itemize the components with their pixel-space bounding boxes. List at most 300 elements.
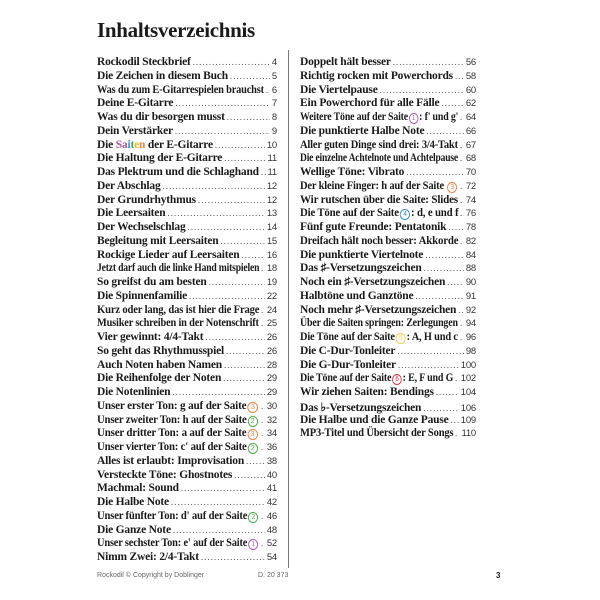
title-text: Das Plektrum und die Schlaghand [97, 166, 259, 178]
string-number-icon: 2 [248, 443, 258, 454]
toc-entry[interactable] [300, 70, 476, 84]
title-text: : f' und g' [419, 111, 459, 123]
toc-entry[interactable] [97, 441, 277, 455]
dot-leader [261, 538, 265, 548]
title-text: Das ♭-Versetzungszeichen [300, 401, 422, 414]
dot-leader [380, 85, 464, 95]
toc-entry[interactable] [300, 317, 476, 331]
title-text: e [134, 138, 139, 151]
dot-leader [189, 291, 265, 301]
dot-leader [426, 126, 463, 136]
title-text: Unser zweiter Ton: h auf der Saite [97, 413, 247, 426]
toc-entry-page: 26 [266, 345, 277, 357]
title-text: Wir rutschen über die Saite: Slides [300, 193, 458, 206]
dot-leader [261, 442, 265, 452]
toc-entry-title [300, 221, 446, 233]
title-text: Vier gewinnt: 4/4-Takt [97, 331, 204, 343]
toc-entry-page: 32 [266, 414, 277, 426]
toc-entry[interactable] [300, 97, 476, 111]
dot-leader [460, 318, 464, 328]
toc-entry-title [300, 56, 391, 68]
toc-entry-page: 64 [465, 112, 476, 123]
dot-leader [261, 415, 265, 425]
toc-entry-title [300, 166, 404, 178]
toc-entry[interactable] [97, 537, 277, 551]
toc-entry-page: 98 [465, 345, 476, 357]
dot-leader [398, 360, 459, 370]
string-number-icon: 5 [396, 333, 406, 344]
dot-leader [223, 373, 265, 383]
toc-entry[interactable] [97, 469, 277, 483]
toc-entry-page: 11 [267, 153, 277, 165]
toc-entry[interactable] [97, 414, 277, 428]
title-text: Das ♯-Versetzungszeichen [300, 262, 422, 275]
toc-entry[interactable] [300, 125, 476, 139]
toc-entry-page: 62 [465, 98, 476, 110]
toc-entry-page: 72 [465, 180, 476, 192]
title-text: Die Töne auf der Saite [300, 331, 395, 343]
dot-leader [171, 497, 265, 507]
toc-entry-title [300, 290, 413, 302]
title-text: Unser vierter Ton: c' auf der Saite [97, 441, 247, 453]
toc-entry[interactable] [300, 414, 476, 428]
toc-entry-title [300, 317, 458, 330]
toc-entry[interactable] [300, 290, 476, 304]
toc-entry[interactable] [300, 180, 476, 194]
toc-entry-page: 66 [465, 125, 476, 137]
title-text: Aller guten Dinge sind drei: 3/4-Takt [300, 138, 458, 151]
toc-entry[interactable] [300, 345, 476, 359]
title-text: t [130, 138, 135, 151]
string-number-icon: 1 [409, 113, 418, 124]
dot-leader [406, 167, 464, 177]
dot-leader [460, 112, 464, 122]
toc-entry-title [97, 524, 171, 536]
toc-entry-title [300, 70, 453, 82]
toc-entry-title [97, 97, 173, 109]
title-text: Rockige Lieder auf Leersaiten [97, 248, 240, 261]
dot-leader [460, 195, 464, 205]
toc-entry-title [300, 193, 458, 206]
toc-entry[interactable] [97, 84, 277, 98]
toc-entry-title [300, 249, 423, 261]
toc-entry-title [300, 304, 456, 316]
title-text: Die Haltung der E-Gitarre [97, 152, 223, 165]
toc-left-column [97, 56, 277, 565]
toc-entry[interactable] [97, 455, 277, 469]
toc-entry-title [97, 56, 191, 68]
dot-leader [224, 153, 265, 163]
dot-leader [436, 387, 459, 397]
toc-entry[interactable] [97, 221, 277, 235]
toc-entry-page: 106 [460, 402, 476, 414]
title-text: Dein Verstärker [97, 124, 173, 137]
title-text: Der Grundrhythmus [97, 193, 196, 206]
title-text: : d, e und f [411, 207, 459, 220]
toc-entry-title [97, 125, 173, 137]
toc-entry-page: 41 [266, 483, 277, 495]
dot-leader [234, 470, 265, 480]
title-text: Unser fünfter Ton: d' auf der Saite [97, 509, 248, 522]
toc-entry-page: 24 [266, 304, 277, 316]
toc-entry[interactable] [97, 235, 277, 249]
dot-leader [224, 360, 265, 370]
dot-leader [246, 456, 265, 466]
dot-leader [451, 415, 459, 425]
toc-entry[interactable] [97, 56, 277, 70]
title-text: Halbtöne und Ganztöne [300, 289, 414, 302]
dot-leader [188, 222, 265, 232]
dot-leader [198, 195, 265, 205]
toc-entry-title [300, 276, 445, 288]
toc-entry-page: 84 [465, 249, 476, 261]
toc-entry-title [300, 345, 395, 357]
title-text: Noch ein ♯-Versetzungszeichen [300, 276, 446, 288]
toc-entry-title [97, 551, 199, 563]
toc-entry-page: 46 [266, 510, 277, 522]
toc-entry[interactable] [97, 152, 277, 166]
toc-entry-title [97, 303, 260, 316]
toc-entry-page: 68 [465, 153, 476, 165]
toc-entry-page: 7 [271, 98, 277, 110]
toc-entry[interactable] [97, 70, 277, 84]
title-text: Kurz oder lang, das ist hier die Frage [97, 303, 260, 316]
toc-entry-title [300, 359, 396, 371]
title-text: Die Töne auf der Saite [300, 207, 399, 220]
title-text: a [121, 138, 128, 151]
toc-entry-title [97, 400, 255, 413]
toc-entry[interactable] [97, 317, 277, 331]
toc-entry[interactable] [300, 262, 476, 276]
title-text: Nimm Zwei: 2/4-Takt [97, 551, 199, 563]
toc-entry[interactable] [300, 152, 476, 166]
title-text: Fünf gute Freunde: Pentatonik [300, 221, 447, 233]
toc-entry-page: 90 [465, 277, 476, 288]
toc-entry[interactable] [300, 139, 476, 153]
dot-leader [460, 236, 464, 246]
toc-entry-page: 5 [271, 70, 277, 82]
dot-leader [460, 153, 464, 163]
toc-entry-page: 78 [465, 222, 476, 233]
title-text: : E, F und G [402, 372, 454, 385]
toc-entry-page: 60 [465, 84, 476, 96]
toc-entry-title [97, 469, 232, 481]
toc-entry-page: 92 [465, 304, 476, 316]
dot-leader [226, 346, 265, 356]
title-text: Was du zum E-Gitarrespielen brauchst [97, 83, 264, 96]
title-text: Dreifach hält noch besser: Akkorde [300, 234, 459, 247]
dot-leader [173, 525, 265, 535]
dot-leader [455, 71, 464, 81]
toc-entry-page: 12 [266, 194, 277, 206]
dot-leader [215, 140, 265, 150]
dot-leader [458, 305, 464, 315]
dot-leader [425, 250, 464, 260]
toc-entry-title [97, 180, 161, 192]
toc-entry[interactable] [300, 221, 476, 235]
toc-entry-page: 42 [266, 497, 277, 508]
dot-leader [261, 263, 265, 273]
toc-entry-title [300, 111, 459, 124]
toc-entry-page: 34 [266, 428, 277, 440]
toc-entry-title [97, 70, 228, 82]
toc-entry[interactable] [300, 235, 476, 249]
toc-entry-title [97, 111, 225, 123]
toc-entry-title [97, 139, 213, 151]
dot-leader [261, 305, 265, 315]
title-text: Die punktierte Halbe Note [300, 124, 425, 137]
toc-entry-page: 74 [465, 194, 476, 206]
toc-entry[interactable] [97, 97, 277, 111]
dot-leader [460, 181, 464, 191]
toc-entry[interactable] [97, 180, 277, 194]
toc-entry[interactable] [300, 400, 476, 414]
toc-entry[interactable] [300, 276, 476, 290]
toc-entry-title [300, 207, 459, 220]
toc-entry-title [300, 427, 454, 440]
dot-leader [423, 403, 458, 413]
toc-entry[interactable] [300, 386, 476, 400]
toc-entry[interactable] [300, 372, 476, 386]
toc-entry-page: 8 [271, 112, 277, 123]
toc-entry-page: 110 [461, 428, 476, 440]
dot-leader [201, 552, 265, 562]
toc-entry-title [97, 482, 179, 494]
title-text: Ein Powerchord für alle Fälle [300, 97, 440, 110]
toc-entry[interactable] [97, 304, 277, 318]
dot-leader [424, 263, 464, 273]
string-number-icon: 2 [248, 512, 258, 523]
toc-entry[interactable] [300, 194, 476, 208]
toc-entry[interactable] [300, 331, 476, 345]
toc-entry-page: 25 [266, 318, 277, 330]
toc-entry-page: 13 [266, 208, 277, 220]
toc-entry-title [300, 125, 424, 137]
toc-entry-page: 19 [266, 277, 277, 288]
toc-entry-title [97, 249, 240, 261]
dot-leader [266, 85, 270, 95]
title-text: Doppelt hält besser [300, 56, 391, 68]
dot-leader [175, 98, 270, 108]
toc-entry[interactable] [97, 400, 277, 414]
dot-leader [261, 318, 265, 328]
dot-leader [205, 332, 264, 342]
dot-leader [460, 208, 464, 218]
toc-entry-page: 52 [266, 538, 277, 550]
toc-entry[interactable] [300, 249, 476, 263]
title-text: Die [97, 138, 116, 151]
toc-entry[interactable] [300, 304, 476, 318]
toc-entry-page: 82 [465, 235, 476, 247]
title-text: Die Reihenfolge der Noten [97, 372, 222, 385]
toc-entry[interactable] [300, 427, 476, 441]
toc-entry-page: 11 [267, 167, 277, 178]
toc-entry-title [97, 441, 255, 454]
toc-entry[interactable] [97, 276, 277, 290]
toc-entry-page: 94 [465, 318, 476, 330]
toc-entry-page: 29 [266, 373, 277, 385]
toc-entry[interactable] [97, 427, 277, 441]
dot-leader [193, 57, 270, 67]
dot-leader [227, 112, 270, 122]
toc-entry-title [300, 372, 454, 385]
title-text: So geht das Rhythmusspiel [97, 344, 224, 357]
dot-leader [209, 277, 265, 287]
toc-entry[interactable] [97, 194, 277, 208]
title-text: Wir ziehen Saiten: Bendings [300, 386, 434, 398]
toc-entry-title [97, 455, 244, 467]
toc-entry[interactable] [97, 496, 277, 510]
title-text: Die punktierte Viertelnote [300, 248, 424, 261]
toc-entry[interactable] [97, 551, 277, 565]
title-text: Wellige Töne: Vibrato [300, 166, 405, 178]
toc-entry[interactable] [97, 345, 277, 359]
title-text: Die Zeichen in diesem Buch [97, 69, 228, 82]
dot-leader [172, 387, 264, 397]
toc-entry-title [97, 509, 255, 523]
title-text: i [127, 138, 131, 151]
title-text: Rockodil Steckbrief [97, 56, 191, 68]
dot-leader [455, 428, 459, 438]
toc-entry-page: 26 [266, 332, 277, 343]
toc-entry-page: 88 [465, 263, 476, 275]
toc-entry[interactable] [97, 359, 277, 373]
toc-entry[interactable] [97, 524, 277, 538]
toc-entry[interactable] [300, 111, 476, 125]
toc-entry[interactable] [97, 510, 277, 524]
title-text: Der Abschlag [97, 179, 161, 192]
dot-leader [261, 167, 266, 177]
toc-entry-page: 10 [266, 139, 277, 151]
toc-entry-title [97, 235, 218, 247]
title-text: Unser sechster Ton: e' auf der Saite [97, 537, 248, 550]
title-text: Über die Saiten springen: Zerlegungen [300, 317, 458, 330]
title-text: Machmal: Sound [97, 482, 179, 495]
dot-leader [460, 140, 464, 150]
toc-entry-title [97, 166, 259, 178]
toc-entry[interactable] [97, 290, 277, 304]
toc-entry[interactable] [97, 125, 277, 139]
title-text: Was du dir besorgen musst [97, 111, 225, 123]
title-text: n [139, 138, 146, 151]
title-text: S [115, 138, 122, 151]
string-number-icon: 6 [392, 374, 402, 385]
title-text: Die C-Dur-Tonleiter [300, 344, 396, 357]
toc-entry-page: 109 [460, 414, 476, 426]
toc-entry-title [97, 207, 165, 219]
footer-copyright: Rockodil © Copyright by Doblinger [97, 572, 205, 579]
title-text: Die Spinnenfamilie [97, 289, 188, 302]
dot-leader [220, 236, 264, 246]
toc-entry-title [300, 234, 459, 247]
toc-entry-page: 104 [460, 387, 476, 398]
toc-entry[interactable] [97, 249, 277, 263]
toc-entry-title [97, 290, 187, 302]
string-number-icon: 3 [447, 182, 457, 193]
toc-entry[interactable] [300, 359, 476, 373]
title-text: Die Halbe Note [97, 496, 169, 508]
toc-entry[interactable] [300, 207, 476, 221]
toc-entry-title [97, 317, 259, 330]
toc-entry-page: 22 [266, 290, 277, 302]
toc-entry[interactable] [97, 166, 277, 180]
title-text: Jetzt darf auch die linke Hand mitspielen [97, 262, 260, 275]
toc-entry-page: 76 [465, 208, 476, 220]
toc-entry[interactable] [97, 111, 277, 125]
string-number-icon: 2 [247, 416, 257, 427]
toc-entry[interactable] [97, 331, 277, 345]
column-divider [288, 50, 289, 568]
toc-entry-page: 58 [465, 70, 476, 82]
toc-right-column [300, 56, 476, 441]
title-text: Der kleine Finger: h auf der Saite [300, 179, 447, 192]
toc-entry[interactable] [97, 386, 277, 400]
title-text: Die Viertelpause [300, 83, 378, 96]
toc-entry-page: 6 [271, 84, 277, 96]
toc-entry[interactable] [97, 207, 277, 221]
dot-leader [230, 71, 270, 81]
toc-entry[interactable] [300, 166, 476, 180]
toc-entry[interactable] [97, 139, 277, 153]
toc-entry[interactable] [97, 372, 277, 386]
toc-entry-page: 38 [266, 455, 277, 467]
title-text: Die Ganze Note [97, 523, 171, 536]
toc-entry-title [300, 138, 458, 151]
toc-entry[interactable] [97, 482, 277, 496]
toc-entry-title [97, 386, 170, 398]
toc-entry-page: 67 [465, 139, 476, 151]
title-text: : A, H und c [406, 331, 458, 343]
title-text: Weitere Töne auf der Saite [300, 111, 408, 123]
toc-entry-page: 28 [266, 359, 277, 371]
string-number-icon: 3 [247, 402, 258, 413]
toc-entry-title [300, 152, 458, 165]
dot-leader [261, 401, 265, 411]
toc-entry[interactable] [97, 262, 277, 276]
toc-entry-title [97, 221, 186, 233]
toc-entry-page: 102 [460, 373, 476, 385]
dot-leader [415, 291, 463, 301]
string-number-icon: 3 [247, 429, 257, 440]
toc-entry-title [97, 194, 196, 206]
toc-entry-page: 36 [266, 442, 277, 453]
toc-entry-page: 70 [465, 167, 476, 178]
toc-entry[interactable] [300, 56, 476, 70]
title-text: Alles ist erlaubt: Improvisation [97, 454, 245, 467]
toc-entry-title [97, 496, 169, 508]
title-text: Unser erster Ton: g auf der Saite [97, 399, 247, 412]
toc-entry-page: 29 [266, 387, 277, 398]
toc-entry-page: 56 [465, 57, 476, 68]
toc-entry-title [300, 179, 455, 193]
toc-entry-title [97, 359, 222, 371]
footer-code: D. 20 373 [258, 572, 289, 579]
dot-leader [181, 483, 265, 493]
toc-entry-title [97, 427, 255, 440]
toc-entry-page: 91 [465, 290, 476, 302]
title-text: So greifst du am besten [97, 276, 207, 288]
toc-entry-page: 9 [271, 125, 277, 137]
dot-leader [455, 373, 459, 383]
title-text: Versteckte Töne: Ghostnotes [97, 468, 233, 481]
toc-entry-title [97, 262, 260, 275]
toc-entry-page: 96 [465, 332, 476, 343]
toc-entry-page: 14 [266, 222, 277, 233]
toc-entry-page: 12 [266, 180, 277, 192]
dot-leader [175, 126, 270, 136]
toc-entry-title [97, 537, 255, 550]
toc-entry[interactable] [300, 84, 476, 98]
